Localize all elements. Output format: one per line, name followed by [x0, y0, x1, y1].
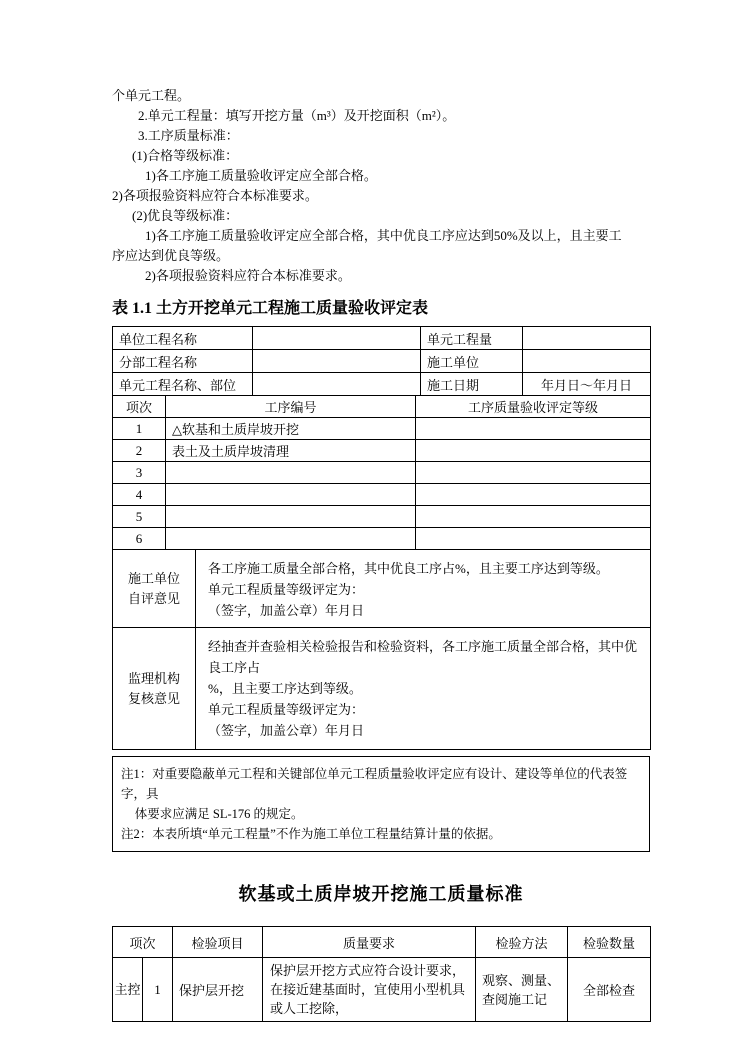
- note-line: 注2：本表所填“单元工程量”不作为施工单位工程量结算计量的依据。: [121, 827, 501, 841]
- table1-info: [112, 326, 651, 396]
- intro-line: 2.单元工程量：填写开挖方量（m³）及开挖面积（m²）。: [138, 108, 456, 123]
- t2-no: 1: [143, 958, 173, 1022]
- unit-project-value: [253, 327, 421, 350]
- info-row: [113, 350, 651, 373]
- unit-name-label: 单元工程名称、部位: [113, 373, 253, 396]
- date-label: 施工日期: [421, 373, 523, 396]
- intro-section: [112, 86, 650, 286]
- self-assessment-content: 各工序施工质量全部合格，其中优良工序占%，且主要工序达到等级。 单元工程质量等级评定为： （签字，加盖公章）年月日: [196, 550, 651, 628]
- table1-title: 表 1.1 土方开挖单元工程施工质量验收评定表: [112, 300, 429, 317]
- intro-line: 序应达到优良等级。: [112, 248, 230, 263]
- intro-line: 2)各项报验资料应符合本标准要求。: [145, 268, 351, 283]
- table2-title: 软基或土质岸坡开挖施工质量标准: [238, 884, 524, 904]
- intro-line: 个单元工程。: [112, 88, 191, 103]
- process-name-header: 工序编号: [166, 396, 416, 418]
- table1-opinions: [112, 549, 651, 750]
- division-value: [253, 350, 421, 373]
- process-grade: [416, 506, 651, 528]
- unit-project-label: 单位工程名称: [113, 327, 253, 350]
- unit-name-value: [253, 373, 421, 396]
- process-grade-header: 工序质量验收评定等级: [416, 396, 651, 418]
- process-row: [113, 418, 651, 440]
- self-assessment-row: [113, 550, 651, 628]
- process-name: △软基和土质岸坡开挖: [166, 418, 416, 440]
- process-grade: [416, 440, 651, 462]
- self-assessment-label: 施工单位 自评意见: [113, 550, 196, 628]
- process-name: [166, 462, 416, 484]
- unit-quantity-value: [523, 327, 651, 350]
- table1-process: [112, 395, 651, 550]
- process-no: 5: [113, 506, 166, 528]
- process-name: [166, 506, 416, 528]
- table2-header-row: [113, 927, 651, 958]
- t2-requirement: 保护层开挖方式应符合设计要求，在接近建基面时，宜使用小型机具或人工挖除，: [263, 958, 476, 1022]
- review-row: [113, 628, 651, 750]
- t2-item-header: 检验项目: [173, 927, 263, 958]
- process-grade: [416, 462, 651, 484]
- process-row: [113, 484, 651, 506]
- info-row: [113, 373, 651, 396]
- t2-requirement-header: 质量要求: [263, 927, 476, 958]
- process-no: 2: [113, 440, 166, 462]
- process-no: 1: [113, 418, 166, 440]
- process-grade: [416, 528, 651, 550]
- process-name: [166, 484, 416, 506]
- process-grade: [416, 418, 651, 440]
- process-row: [113, 440, 651, 462]
- t2-quantity: 全部检查: [568, 958, 651, 1022]
- t2-method-header: 检验方法: [476, 927, 568, 958]
- process-row: [113, 506, 651, 528]
- intro-line: 2)各项报验资料应符合本标准要求。: [112, 188, 318, 203]
- t2-category: 主控: [113, 958, 143, 1022]
- intro-line: 1)各工序施工质量验收评定应全部合格，其中优良工序应达到50%及以上，且主要工: [145, 228, 622, 243]
- intro-line: 3.工序质量标准：: [138, 128, 239, 143]
- note-line: 注1：对重要隐蔽单元工程和关键部位单元工程质量验收评定应有设计、建设等单位的代表签字，具: [121, 767, 628, 801]
- process-header-row: [113, 396, 651, 418]
- process-name: 表土及土质岸坡清理: [166, 440, 416, 462]
- process-no: 4: [113, 484, 166, 506]
- intro-line: 1)各工序施工质量验收评定应全部合格。: [145, 168, 377, 183]
- process-grade: [416, 484, 651, 506]
- unit-quantity-label: 单元工程量: [421, 327, 523, 350]
- process-no: 6: [113, 528, 166, 550]
- t2-no-header: 项次: [113, 927, 173, 958]
- date-value: 年月日～年月日: [523, 373, 651, 396]
- review-label: 监理机构 复核意见: [113, 628, 196, 750]
- process-row: [113, 462, 651, 484]
- constructor-value: [523, 350, 651, 373]
- note-line: 体要求应满足 SL-176 的规定。: [134, 807, 304, 821]
- table2-row: [113, 958, 651, 1022]
- intro-line: (1)合格等级标准：: [132, 148, 239, 163]
- t2-item: 保护层开挖: [173, 958, 263, 1022]
- notes-box: [112, 756, 650, 852]
- intro-line: (2)优良等级标准：: [132, 208, 239, 223]
- process-no: 3: [113, 462, 166, 484]
- process-row: [113, 528, 651, 550]
- process-name: [166, 528, 416, 550]
- info-row: [113, 327, 651, 350]
- table2: [112, 926, 651, 1022]
- process-no-header: 项次: [113, 396, 166, 418]
- t2-method: 观察、测量、查阅施工记: [476, 958, 568, 1022]
- review-content: 经抽查并查验相关检验报告和检验资料，各工序施工质量全部合格，其中优良工序占 %，且主要工序达到等级。 单元工程质量等级评定为： （签字，加盖公章）年月日: [196, 628, 651, 750]
- constructor-label: 施工单位: [421, 350, 523, 373]
- division-label: 分部工程名称: [113, 350, 253, 373]
- t2-quantity-header: 检验数量: [568, 927, 651, 958]
